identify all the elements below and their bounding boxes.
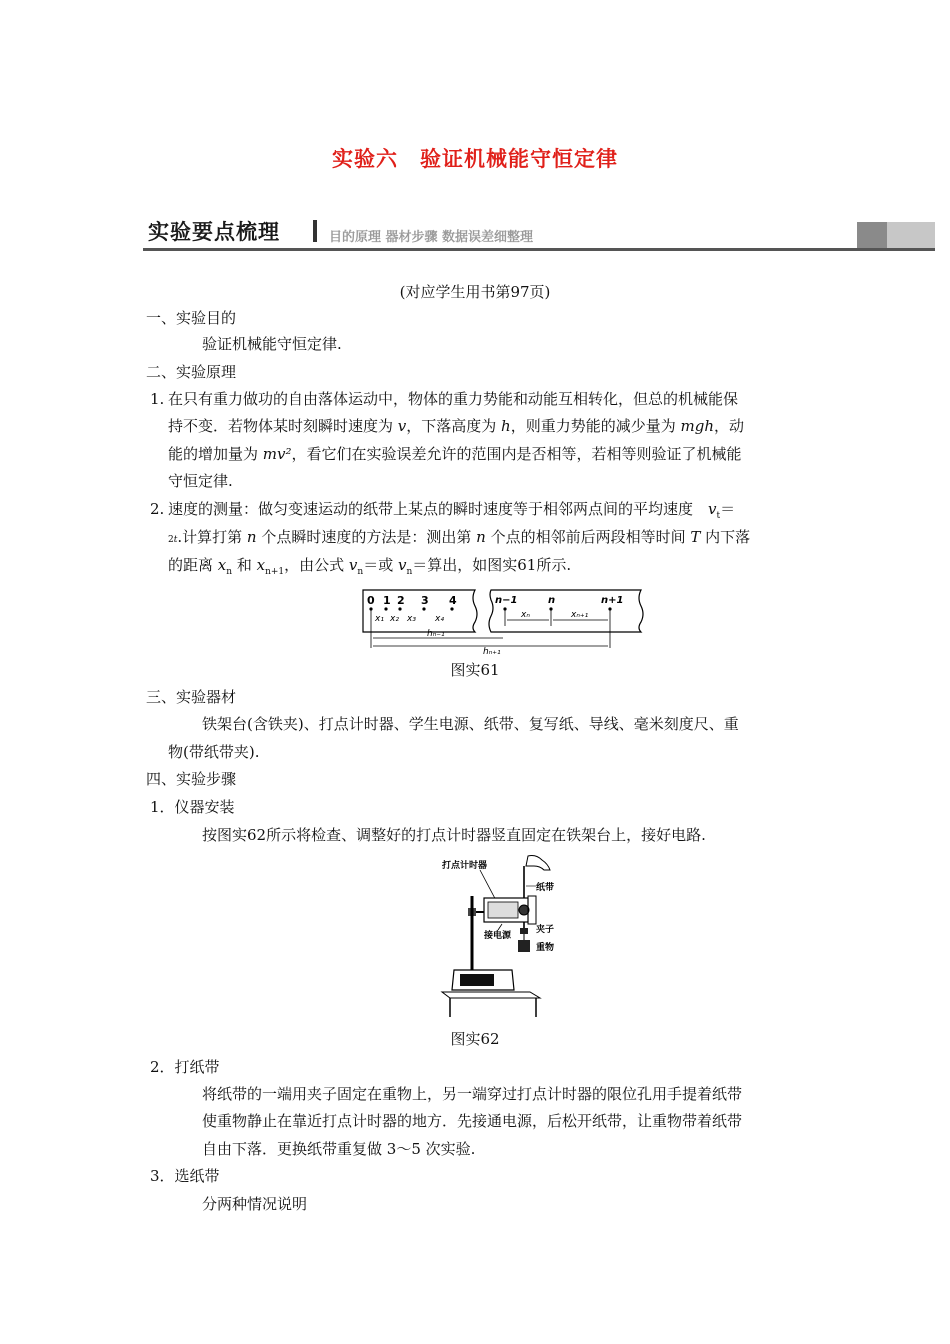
x-label-2: x₂ bbox=[390, 614, 399, 624]
dot-label-0: 0 bbox=[367, 594, 375, 607]
figure-61-caption: 图实61 bbox=[450, 661, 500, 679]
step-1-title: 1．仪器安装 bbox=[150, 798, 235, 816]
dot-label-2: 2 bbox=[397, 594, 405, 607]
tape-dot-4 bbox=[450, 607, 453, 610]
step-2-line-3: 自由下落．更换纸带重复做 3～5 次实验. bbox=[202, 1140, 476, 1158]
principle-2-line-3: 的距离 $x_n$ 和 $x_{n+1}$，由公式 $v_n=$或 $v_n=$算出，如图实61所示. bbox=[168, 556, 572, 577]
banner-decor-light bbox=[887, 222, 935, 248]
step-2-line-2: 使重物静止在靠近打点计时器的地方．先接通电源，后松开纸带，让重物带着纸带 bbox=[202, 1112, 743, 1130]
dot-label-1: 1 bbox=[383, 594, 391, 607]
heading-purpose: 一、实验目的 bbox=[146, 309, 237, 327]
seg-label-xn: xₙ bbox=[521, 610, 530, 620]
banner-subtitle: 目的原理 器材步骤 数据误差细整理 bbox=[329, 230, 534, 245]
heading-equipment: 三、实验器材 bbox=[146, 688, 237, 706]
step-2-line-1: 将纸带的一端用夹子固定在重物上，另一端穿过打点计时器的限位孔用手提着纸带 bbox=[202, 1085, 743, 1103]
hand-icon bbox=[526, 856, 550, 871]
equipment-line-2: 物(带纸带夹). bbox=[168, 743, 260, 761]
tape-dot-1 bbox=[384, 607, 387, 610]
x-label-3: x₃ bbox=[407, 614, 416, 624]
principle-1-line-1: 在只有重力做功的自由落体运动中，物体的重力势能和动能互相转化，但总的机械能保 bbox=[168, 390, 739, 408]
page-title: 实验六 验证机械能守恒定律 bbox=[332, 147, 618, 171]
table-surface bbox=[442, 992, 540, 998]
step-1-text: 按图实62所示将检查、调整好的打点计时器竖直固定在铁架台上，接好电路. bbox=[202, 826, 706, 844]
label-clip: 夹子 bbox=[536, 925, 555, 935]
tape-dot-2 bbox=[398, 607, 401, 610]
dot-label-4: 4 bbox=[449, 594, 457, 607]
step-2-title: 2．打纸带 bbox=[150, 1058, 220, 1076]
h-label-n-1: hₙ₋₁ bbox=[427, 629, 445, 639]
label-weight: 重物 bbox=[536, 943, 555, 953]
x-label-1: x₁ bbox=[375, 614, 384, 624]
principle-1-line-3: 能的增加量为 mv²，看它们在实验误差允许的范围内是否相等，若相等则验证了机械能 bbox=[168, 445, 742, 463]
seg-label-xn1: xₙ₊₁ bbox=[571, 610, 589, 620]
principle-2-number: 2. bbox=[150, 500, 165, 518]
banner-divider bbox=[313, 220, 317, 242]
heading-steps: 四、实验步骤 bbox=[146, 770, 237, 788]
figure-62-caption: 图实62 bbox=[450, 1030, 500, 1048]
tape-dot-3 bbox=[422, 607, 425, 610]
figure-61-tape-diagram bbox=[355, 586, 655, 656]
tape-left-outline bbox=[363, 590, 477, 632]
section-banner bbox=[143, 214, 935, 250]
principle-2-line-2: 2t.计算打第 n 个点瞬时速度的方法是：测出第 n 个点的相邻前后两段相等时间 T 内下落 bbox=[168, 528, 751, 546]
x-label-4: x₄ bbox=[435, 614, 444, 624]
principle-1-number: 1. bbox=[150, 390, 165, 408]
step-3-title: 3．选纸带 bbox=[150, 1167, 220, 1185]
dot-label-3: 3 bbox=[421, 594, 429, 607]
banner-rule bbox=[143, 248, 935, 251]
clip-part bbox=[520, 928, 528, 934]
h-label-n+1: hₙ₊₁ bbox=[483, 647, 501, 656]
equipment-line-1: 铁架台(含铁夹)、打点计时器、学生电源、纸带、复写纸、导线、毫米刻度尺、重 bbox=[202, 715, 739, 733]
book-reference: (对应学生用书第97页) bbox=[399, 283, 551, 301]
banner-title: 实验要点梳理 bbox=[148, 220, 280, 244]
purpose-text: 验证机械能守恒定律. bbox=[202, 335, 342, 353]
right-label-n: n bbox=[548, 595, 556, 606]
figure-62-apparatus bbox=[440, 852, 570, 1017]
label-timer: 打点计时器 bbox=[442, 861, 488, 871]
heading-principle: 二、实验原理 bbox=[146, 363, 237, 381]
principle-2-line-1: 速度的测量：做匀变速运动的纸带上某点的瞬时速度等于相邻两点间的平均速度 $v_t=$ bbox=[168, 500, 736, 521]
step-3-text: 分两种情况说明 bbox=[202, 1195, 308, 1213]
right-label-n-1: n−1 bbox=[495, 595, 518, 606]
right-label-n+1: n+1 bbox=[601, 595, 624, 606]
principle-1-line-4: 守恒定律. bbox=[168, 472, 233, 490]
principle-1-line-2: 持不变．若物体某时刻瞬时速度为 v，下落高度为 h，则重力势能的减少量为 mgh，动 bbox=[168, 417, 745, 435]
label-tape: 纸带 bbox=[536, 883, 555, 893]
weight-block bbox=[518, 940, 530, 952]
label-power: 接电源 bbox=[484, 931, 512, 941]
banner-decor-dark bbox=[857, 222, 887, 248]
